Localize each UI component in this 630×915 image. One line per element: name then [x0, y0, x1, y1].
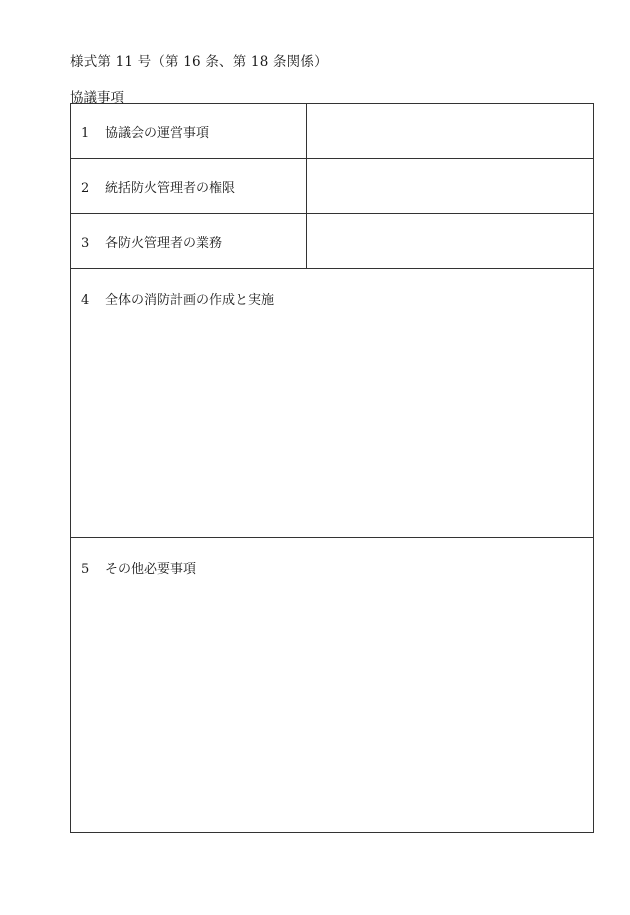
agenda-row-2-label: 統括防火管理者の権限	[105, 181, 236, 196]
agenda-row-2-value-cell[interactable]	[307, 159, 593, 213]
agenda-row-3	[71, 214, 593, 269]
form-number: 様式第 11 号（第 16 条、第 18 条関係）	[70, 54, 328, 70]
agenda-row-1	[71, 104, 593, 159]
agenda-row-1-number: 1	[81, 126, 90, 141]
agenda-row-1-value-cell[interactable]	[307, 104, 593, 158]
agenda-row-2-label-cell	[71, 159, 307, 213]
agenda-row-4-number: 4	[81, 293, 90, 308]
agenda-row-1-label-cell	[71, 104, 307, 158]
agenda-row-5[interactable]	[71, 538, 593, 832]
agenda-row-3-number: 3	[81, 236, 90, 251]
agenda-row-5-item	[81, 558, 196, 577]
agenda-row-3-label: 各防火管理者の業務	[105, 236, 223, 251]
agenda-row-3-value-cell[interactable]	[307, 214, 593, 268]
agenda-row-4[interactable]	[71, 269, 593, 538]
agenda-row-4-item	[81, 289, 274, 308]
agenda-row-2	[71, 159, 593, 214]
agenda-row-5-number: 5	[81, 562, 90, 577]
agenda-row-1-label: 協議会の運営事項	[105, 126, 210, 141]
agenda-row-3-item	[81, 232, 222, 251]
section-label: 協議事項	[70, 90, 124, 106]
agenda-row-4-label: 全体の消防計画の作成と実施	[105, 293, 275, 308]
agenda-row-2-item	[81, 177, 235, 196]
agenda-row-1-item	[81, 122, 209, 141]
agenda-row-2-number: 2	[81, 181, 90, 196]
agenda-row-5-label: その他必要事項	[105, 562, 197, 577]
agenda-table	[70, 103, 594, 833]
agenda-row-3-label-cell	[71, 214, 307, 268]
